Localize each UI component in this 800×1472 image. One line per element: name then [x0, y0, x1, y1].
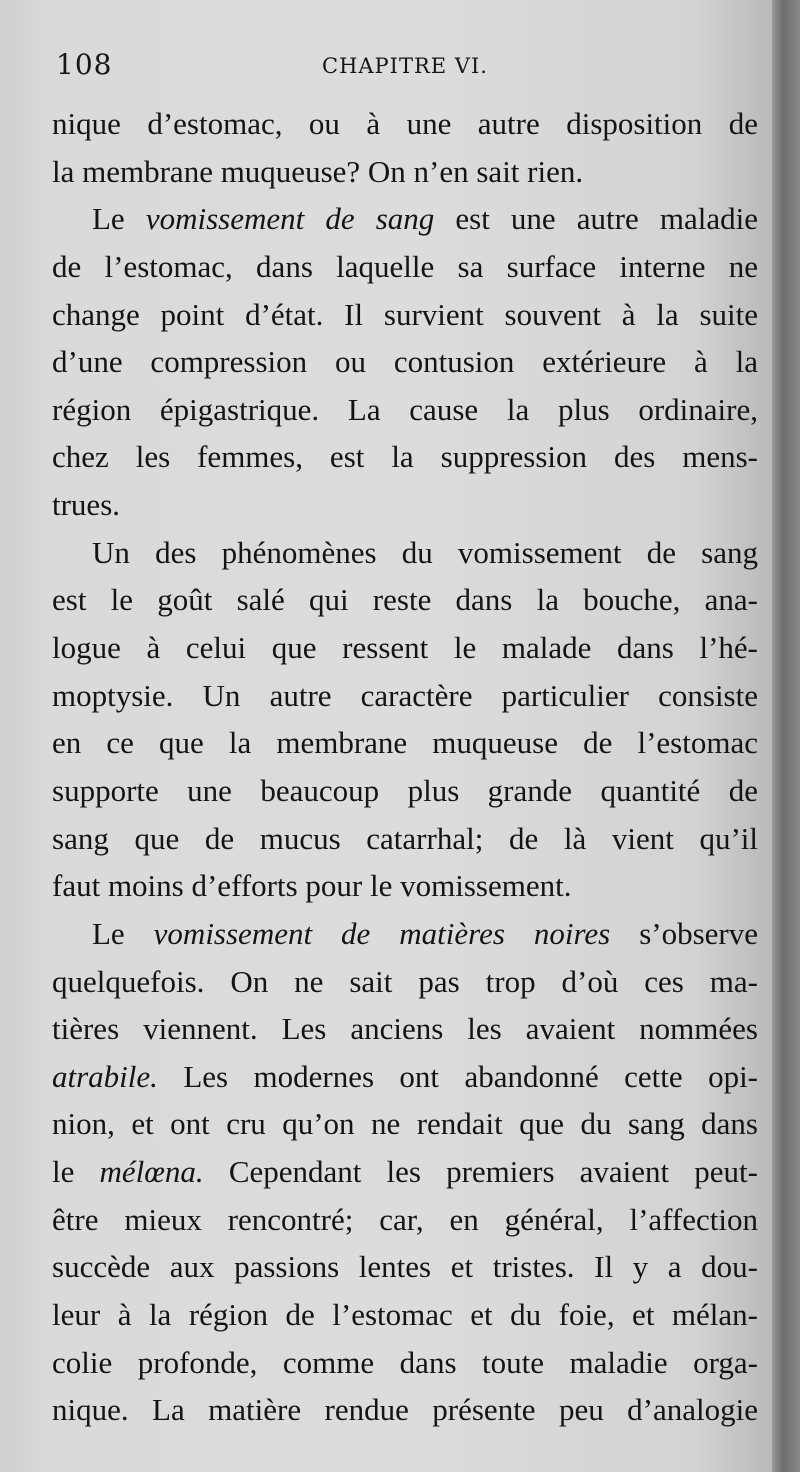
running-head: CHAPITRE VI. [322, 54, 488, 78]
italic-term: vomissement de matières noires [153, 915, 611, 951]
text-line: atrabile. Les modernes ont abandonné cette opi- [52, 1058, 758, 1094]
text-line: le mélœna. Cependant les premiers avaient peut- [52, 1154, 758, 1190]
text-line: nique d’estomac, ou à une autre disposition de [52, 106, 758, 141]
text-line: supporte une beaucoup plus grande quantité de [52, 772, 758, 808]
text-line: nion, et ont cru qu’on ne rendait que du sang dans [52, 1106, 758, 1142]
text-line: logue à celui que ressent le malade dans l’hé- [52, 630, 758, 666]
body-text [52, 100, 758, 1434]
text-line: change point d’état. Il survient souvent à la suite [52, 296, 758, 332]
text-line: succède aux passions lentes et tristes. Il y a dou- [52, 1249, 758, 1285]
text-line: leur à la région de l’estomac et du foie, et mélan- [52, 1297, 758, 1333]
text-line: Le vomissement de sang est une autre maladie [92, 201, 758, 237]
text-line: quelquefois. On ne sait pas trop d’où ces ma- [52, 963, 758, 999]
text-line: région épigastrique. La cause la plus ordinaire, [52, 391, 758, 427]
text-line: sang que de mucus catarrhal; de là vient qu’il [52, 820, 758, 856]
text-line: chez les femmes, est la suppression des mens- [52, 439, 758, 475]
text-line: en ce que la membrane muqueuse de l’estomac [52, 725, 758, 761]
text-line: trues. [52, 487, 121, 523]
text-line: nique. La matière rendue présente peu d’analogie [52, 1392, 758, 1428]
text-line: de l’estomac, dans laquelle sa surface interne ne [52, 248, 758, 284]
text-line: Le vomissement de matières noires s’observe [92, 915, 758, 951]
italic-term: mélœna. [99, 1154, 204, 1190]
page-header [0, 48, 772, 88]
text-line: être mieux rencontré; car, en général, l’affection [52, 1201, 758, 1237]
text-line: tières viennent. Les anciens les avaient nommées [52, 1011, 758, 1047]
text-line: la membrane muqueuse? On n’en sait rien. [52, 153, 584, 189]
page-number: 108 [56, 48, 113, 81]
text-line: moptysie. Un autre caractère particulier consiste [52, 677, 758, 713]
italic-term: atrabile. [52, 1058, 158, 1094]
page-edge-shadow [772, 0, 800, 1472]
text-line: Un des phénomènes du vomissement de sang [92, 534, 758, 570]
text-line: faut moins d’efforts pour le vomissement. [52, 868, 572, 904]
italic-term: vomissement de sang [145, 201, 435, 237]
text-line: d’une compression ou contusion extérieure à la [52, 344, 758, 380]
text-line: est le goût salé qui reste dans la bouche, ana- [52, 582, 758, 618]
text-line: colie profonde, comme dans toute maladie orga- [52, 1344, 758, 1380]
